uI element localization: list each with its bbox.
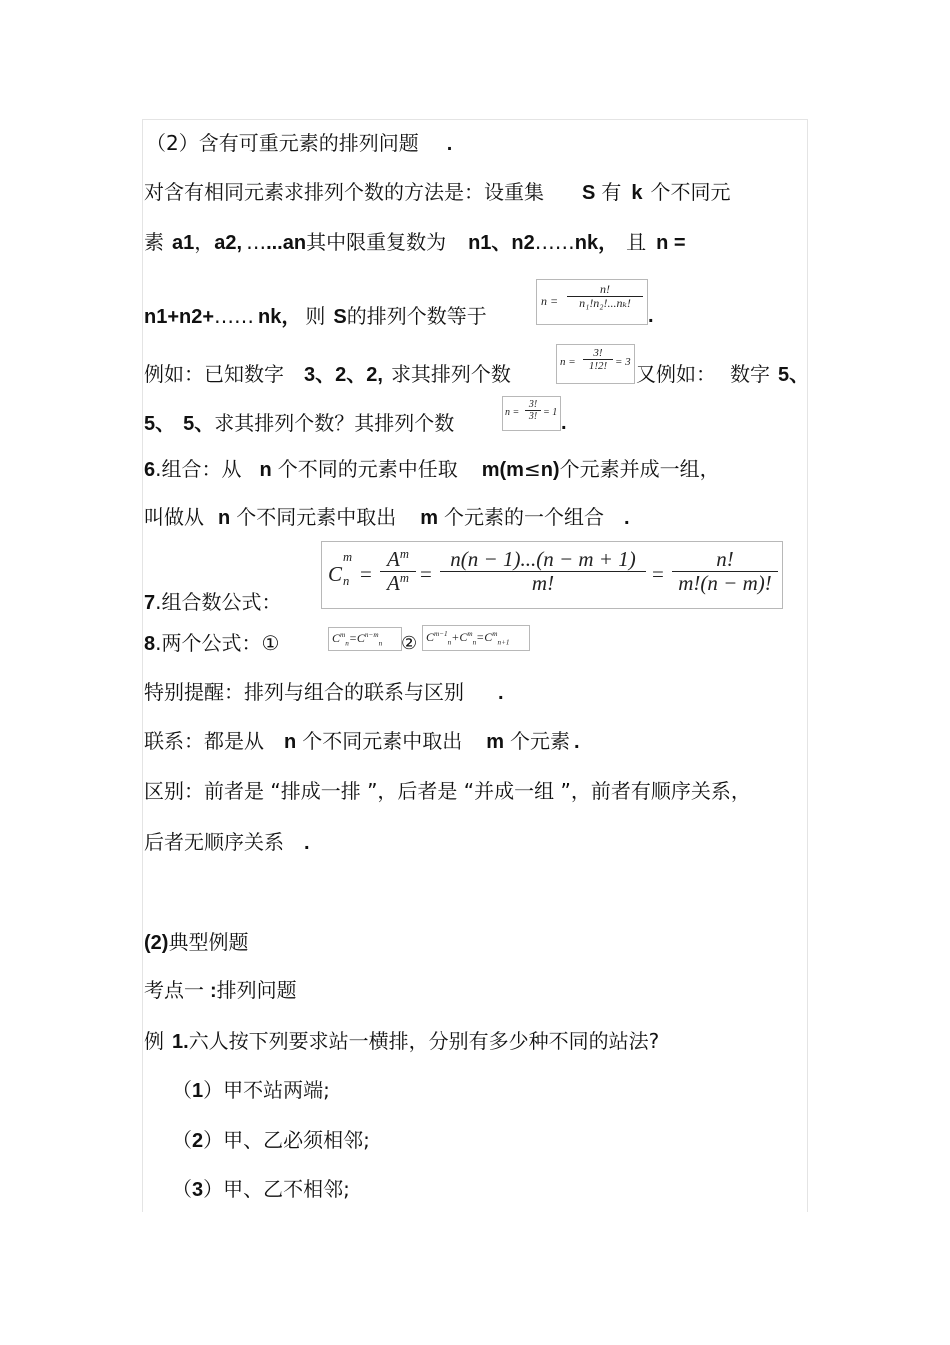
formula-symmetry: $C^m_n=C^{n-m}_n$ <box>328 627 402 651</box>
formula-example-5-5-5: n = $\frac{3!}{3!}$ = 1 <box>502 396 561 431</box>
line-15: (2)典型例题 <box>144 930 249 954</box>
formula-multiset-permutation: n = $\frac{n!}{\text{n₁!n₂!...nₖ!}}$ <box>536 279 648 325</box>
line-12: 联系：都是从 n 个不同元素中取出 m 个元素 . <box>144 729 580 753</box>
formula-pascal: $C^{m-1}_n+C^m_n=C^m_{n+1}$ <box>422 625 530 651</box>
line-4: n1+n2+…… nk， 则 S的排列个数等于 <box>144 304 487 328</box>
line-8: 叫做从 n 个不同元素中取出 m 个元素的一个组合 . <box>144 505 630 529</box>
line-19: （2）甲、乙必须相邻; <box>172 1128 370 1152</box>
line-10: 8.两个公式：① <box>144 631 280 655</box>
line-9: 7.组合数公式： <box>144 590 282 614</box>
line-2: 对含有相同元素求排列个数的方法是：设重集 S 有 k 个不同元 <box>144 180 731 204</box>
formula-example-3-2-2: n = $\frac{3!}{1!2!}$ = 3 <box>556 344 635 384</box>
line-14: 后者无顺序关系 . <box>144 830 310 854</box>
line-13: 区别：前者是 “排成一排 ”，后者是 “并成一组 ”，前者有顺序关系， <box>144 779 751 803</box>
line-11: 特别提醒：排列与组合的联系与区别 . <box>144 680 504 704</box>
line-3: 素 a1，a2, …...an其中限重复数为 n1、n2……nk， 且 n = <box>144 230 686 254</box>
line-18: （1）甲不站两端; <box>172 1078 330 1102</box>
line-5: 例如：已知数字 3、2、2, 求其排列个数 <box>144 362 511 386</box>
formula-combination: C m n = $\frac{A^m}{A^m}$ = $\frac{n(n - 1)...(n - m + 1)}{m!}$ = $\frac{n!}{m!(n - m)!}$ <box>321 541 783 609</box>
line-4-dot: . <box>648 305 654 327</box>
line-1: （2）含有可重元素的排列问题 . <box>146 131 453 155</box>
line-20: （3）甲、乙不相邻; <box>172 1177 350 1201</box>
circled-two: ② <box>401 633 418 654</box>
line-6-dot: . <box>561 412 567 434</box>
line-6: 5、 5、求其排列个数？其排列个数 <box>144 411 455 435</box>
line-7: 6.组合：从 n 个不同的元素中任取 m(m≤n)个元素并成一组， <box>144 457 720 481</box>
section-heading: （2）含有可重元素的排列问题 <box>146 131 419 155</box>
line-16: 考点一 :排列问题 <box>144 978 297 1002</box>
line-17: 例 1.六人按下列要求站一横排，分别有多少种不同的站法? <box>144 1029 660 1053</box>
line-5-tail: 又例如： 数字 5、 <box>636 362 810 386</box>
